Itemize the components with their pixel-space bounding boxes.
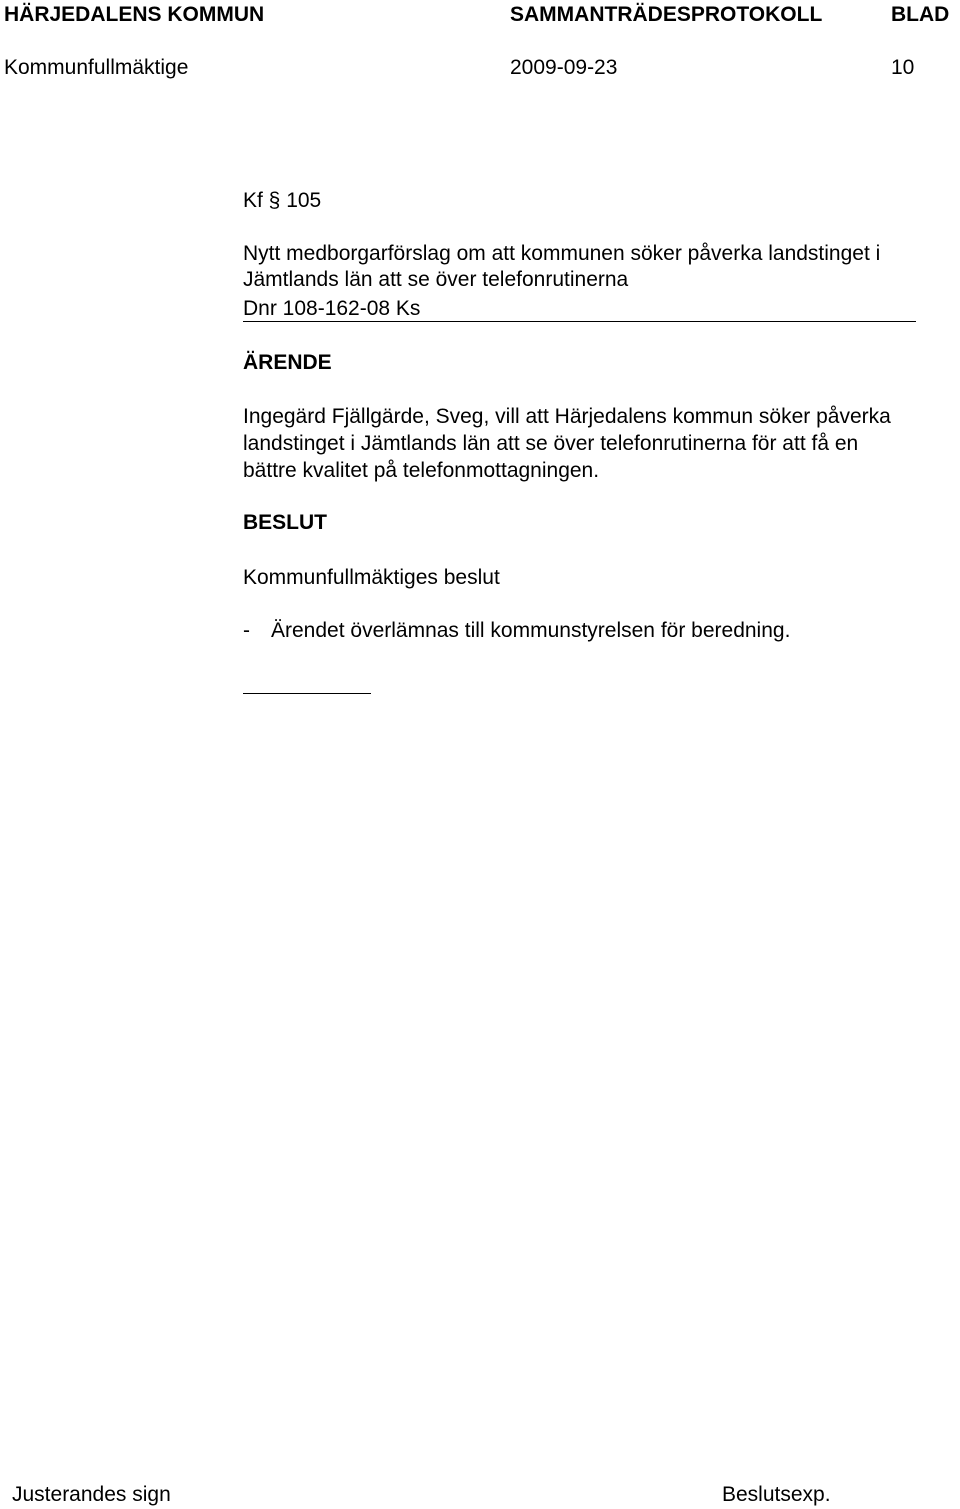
beslut-heading: BESLUT <box>243 511 327 534</box>
title-line-2: Jämtlands län att se över telefonrutinerna <box>243 268 629 291</box>
meeting-body: Kommunfullmäktige <box>4 56 189 79</box>
end-rule <box>243 693 371 694</box>
document-type: SAMMANTRÄDESPROTOKOLL <box>510 3 823 26</box>
page-number: 10 <box>891 56 915 79</box>
arende-heading: ÄRENDE <box>243 351 332 374</box>
beslut-intro: Kommunfullmäktiges beslut <box>243 566 500 589</box>
beslut-item-dash: - <box>243 619 250 642</box>
paragraph-ref: Kf § 105 <box>243 189 322 212</box>
beslut-item-text: Ärendet överlämnas till kommunstyrelsen för beredning. <box>271 619 791 642</box>
org-name: HÄRJEDALENS KOMMUN <box>4 3 265 26</box>
title-underline <box>243 321 916 322</box>
arende-line-2: landstinget i Jämtlands län att se över telefonrutinerna för att få en <box>243 432 859 455</box>
blad-label: BLAD <box>891 3 950 26</box>
arende-line-1: Ingegärd Fjällgärde, Sveg, vill att Härjedalens kommun söker påverka <box>243 405 891 428</box>
justerandes-sign: Justerandes sign <box>12 1483 171 1506</box>
meeting-date: 2009-09-23 <box>510 56 618 79</box>
beslutsexp: Beslutsexp. <box>722 1483 831 1506</box>
dnr: Dnr 108-162-08 Ks <box>243 297 421 320</box>
title-line-1: Nytt medborgarförslag om att kommunen söker påverka landstinget i <box>243 242 881 265</box>
arende-line-3: bättre kvalitet på telefonmottagningen. <box>243 459 600 482</box>
